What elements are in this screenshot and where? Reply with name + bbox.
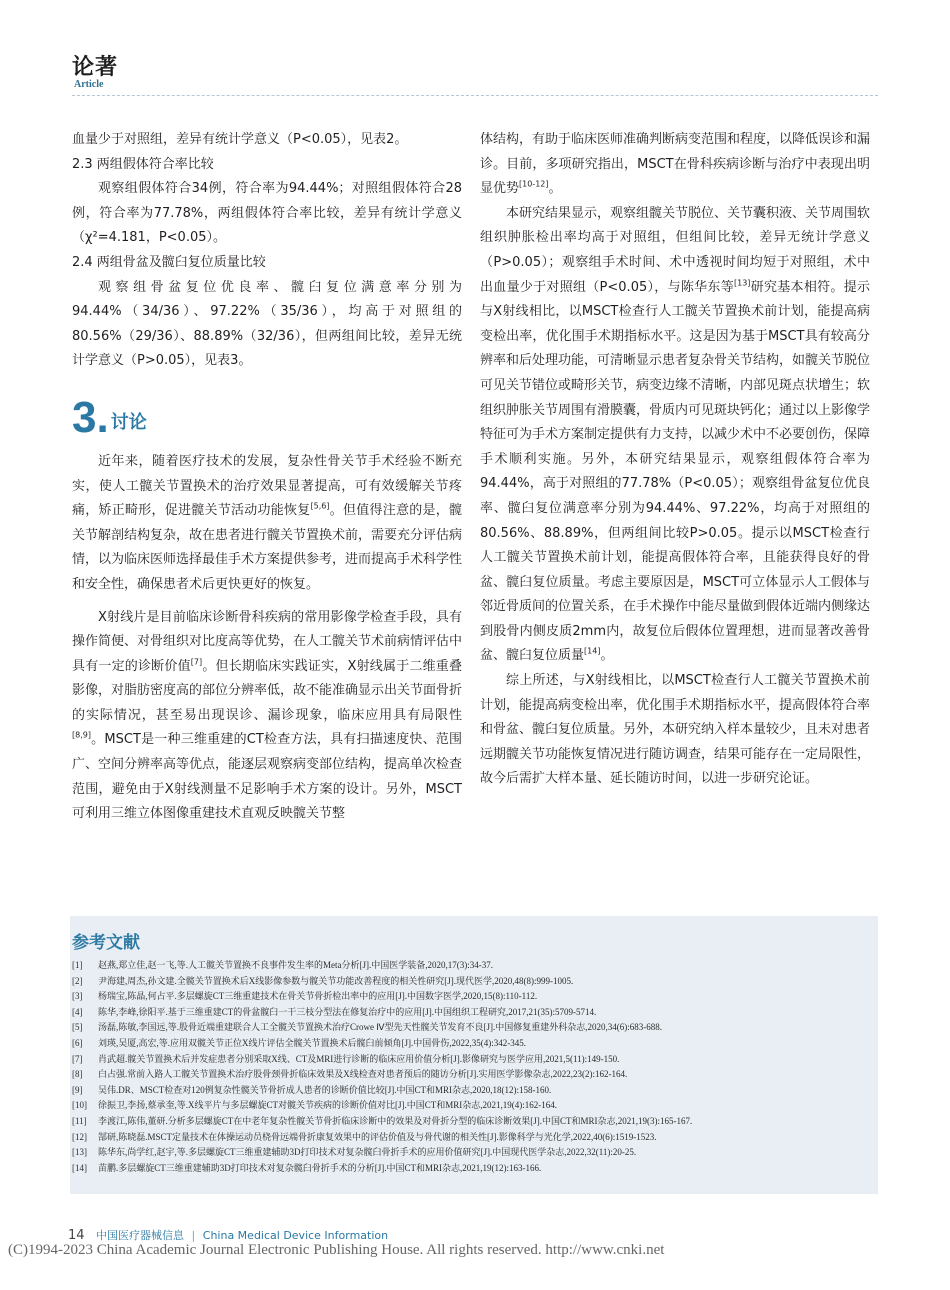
header-divider (72, 95, 878, 96)
footer-separator: | (191, 1229, 196, 1242)
references-title: 参考文献 (72, 933, 140, 953)
reference-number: [4] (72, 1006, 83, 1017)
reference-text: 李渡江,陈伟,董研.分析多层螺旋CT在中老年复杂性髋关节骨折临床诊断中的效果及对骨折分型的临床诊断效果[J].中国CT和MRI杂志,2021,19(3):165-167. (98, 1115, 693, 1126)
reference-number: [13] (72, 1147, 87, 1158)
journal-name-en: China Medical Device Information (202, 1229, 389, 1242)
reference-item (72, 989, 872, 1005)
paragraph: 本研究结果显示，观察组髋关节脱位、关节囊积液、关节周围软组织肿胀检出率均高于对照组，但组间比较，差异无统计学意义（P>0.05）；观察组手术时间、术中透视时间均短于对照组，术中出血量少于对照组（P<0.05），与陈华东等[13]研究基本相符。提示与X射线相比，以MSCT检查行人工髋关节置换术前计划，能提高病变检出率，优化围手术期指标水平。这是因为基于MSCT具有较高分辨率和后处理功能，可清晰显示患者复杂骨关节结构，如髋关节脱位可见关节错位或畸形关节，病变边缘不清晰，内部见斑点状增生；软组织肿胀关节周围有滑膜囊，骨质内可见斑块钙化；通过以上影像学特征可为手术方案制定提供有力支持，以减少术中不必要创伤，保障手术顺利实施。另外，本研究结果显示，观察组假体符合率为94.44%，高于对照组的77.78%（P<0.05）；观察组骨盆复位优良率、髋臼复位满意率分别为94.44%、97.22%，均高于对照组的80.56%、88.89%，但两组间比较P>0.05。提示以MSCT检查行人工髋关节置换术前计划，能提高假体符合率，且能获得良好的骨盆、髋臼复位质量。考虑主要原因是，MSCT可立体显示人工假体与邻近骨质间的位置关系，在手术操作中能尽量做到假体近端内侧缘达到股骨内侧皮质2mm内，故复位后假体位置理想，进而显著改善骨盆、髋臼复位质量[14]。 (480, 205, 871, 664)
copyright-notice: (C)1994-2023 China Academic Journal Electronic Publishing House. All rights reserved. http://www.cnki.net (8, 1242, 665, 1258)
reference-item (72, 1052, 872, 1068)
reference-item (72, 1083, 872, 1099)
reference-item (72, 1098, 872, 1114)
page-footer (68, 1227, 388, 1243)
reference-number: [12] (72, 1131, 87, 1142)
reference-item (72, 1036, 872, 1052)
right-column (480, 128, 870, 792)
reference-text: 陈华东,尚学红,赵宇,等.多层螺旋CT三维重建辅助3D打印技术对复杂髋臼骨折手术的应用价值研究[J].中国现代医学杂志,2022,32(11):20-25. (98, 1147, 637, 1158)
paragraph: 观察组假体符合34例，符合率为94.44%；对照组假体符合28例，符合率为77.78%，两组假体符合率比较，差异有统计学意义（χ²=4.181，P<0.05）。 (72, 181, 462, 246)
reference-number: [6] (72, 1037, 83, 1048)
reference-item (72, 1145, 872, 1161)
reference-item (72, 1114, 872, 1130)
citation[interactable]: [5,6] (310, 501, 330, 511)
reference-item (72, 1130, 872, 1146)
reference-text: 刘瑛,吴厦,高宏,等.应用双髋关节正位X线片评估全髋关节置换术后髋臼前倾角[J].中国骨伤,2022,35(4):342-345. (98, 1037, 526, 1048)
reference-item (72, 1020, 872, 1036)
reference-item (72, 1005, 872, 1021)
subsection-heading: 2.4 两组骨盆及髋臼复位质量比较 (72, 254, 266, 270)
section-sublabel: Article (74, 79, 104, 90)
reference-text: 白占强.常前入路人工髋关节置换术治疗股骨颈骨折临床效果及X线检查对患者预后的随访分析[J].实用医学影像杂志,2022,23(2):162-164. (98, 1069, 628, 1080)
reference-number: [9] (72, 1084, 83, 1095)
paragraph: X射线片是目前临床诊断骨科疾病的常用影像学检查手段，具有操作简便、对骨组织对比度高等优势，在人工髋关节术前病情评估中具有一定的诊断价值[7]。但长期临床实践证实，X射线属于二维重叠影像，对脂肪密度高的部位分辨率低，故不能准确显示出关节面骨折的实际情况，甚至易出现误诊、漏诊现象，临床应用具有局限性[8,9]。MSCT是一种三维重建的CT检查方法，具有扫描速度快、范围广、空间分辨率高等优点，能逐层观察病变部位结构，提高单次检查范围，避免由于X射线测量不足影响手术方案的设计。另外，MSCT可利用三维立体图像重建技术直观反映髋关节整 (72, 609, 463, 822)
citation[interactable]: [8,9] (72, 731, 91, 741)
reference-item (72, 1161, 872, 1177)
left-column (72, 128, 462, 827)
reference-text: 尹海建,周杰,孙文建.全髋关节置换术后X线影像参数与髋关节功能改善程度的相关性研究[J].现代医学,2020,48(8):999-1005. (98, 975, 574, 986)
reference-item (72, 1067, 872, 1083)
citation[interactable]: [14] (584, 647, 601, 657)
citation[interactable]: [10-12] (519, 179, 549, 189)
reference-text: 徐振卫,李扬,蔡承奎,等.X线平片与多层螺旋CT对髋关节疾病的诊断价值对比[J].中国CT和MRI杂志,2021,19(4):162-164. (98, 1100, 557, 1111)
reference-number: [14] (72, 1162, 87, 1173)
journal-name-cn: 中国医疗器械信息 (96, 1229, 185, 1242)
citation[interactable]: [7] (190, 657, 203, 667)
reference-text: 吴伟.DR、MSCT检查对120例复杂性髋关节骨折成人患者的诊断价值比较[J].中国CT和MRI杂志,2020,18(12):158-160. (98, 1084, 552, 1095)
reference-text: 赵燕,郑立佳,赵一飞,等.人工髋关节置换不良事件发生率的Meta分析[J].中国医学装备,2020,17(3):34-37. (98, 960, 493, 970)
reference-number: [5] (72, 1022, 83, 1033)
section-label: 论著 (72, 55, 119, 80)
reference-item (72, 974, 872, 990)
reference-text: 肖武超.髋关节置换术后并发症患者分别采取X线、CT及MRI进行诊断的临床应用价值分析[J].影像研究与医学应用,2021,5(11):149-150. (98, 1053, 620, 1064)
reference-number: [1] (72, 960, 83, 970)
discussion-heading (72, 392, 462, 442)
reference-text: 郜研,陈晓磊.MSCT定量技术在体操运动员桡骨远端骨折康复效果中的评估价值及与骨代谢的相关性[J].影像科学与光化学,2022,40(6):1519-1523. (98, 1131, 657, 1142)
page-number: 14 (68, 1228, 85, 1243)
subsection-heading: 2.3 两组假体符合率比较 (72, 156, 214, 172)
paragraph: 综上所述，与X射线相比，以MSCT检查行人工髋关节置换术前计划，能提高病变检出率，优化围手术期指标水平，提高假体符合率和骨盆、髋臼复位质量。另外，本研究纳入样本量较少，且未对患者远期髋关节功能恢复情况进行随访调查，结果可能存在一定局限性，故今后需扩大样本量、延长随访时间，以进一步研究论证。 (480, 673, 871, 787)
section-number: 3. (72, 392, 109, 442)
reference-text: 汤磊,陈敏,李国远,等.股骨近端重建联合人工全髋关节置换术治疗Crowe Ⅳ型先天性髋关节发育不良[J].中国修复重建外科杂志,2020,34(6):683-688. (98, 1022, 663, 1033)
section-title: 讨论 (110, 412, 147, 434)
paragraph: 血量少于对照组，差异有统计学意义（P<0.05），见表2。 (72, 132, 408, 147)
reference-text: 杨瑞宝,陈晶,何占平.多层螺旋CT三维重建技术在骨关节骨折检出率中的应用[J].中国数字医学,2020,15(8):110-112. (98, 991, 538, 1002)
reference-number: [3] (72, 991, 83, 1002)
reference-item (72, 958, 872, 974)
reference-text: 苗鹏.多层螺旋CT三维重建辅助3D打印技术对复杂髋臼骨折手术的分析[J].中国CT和MRI杂志,2021,19(12):163-166. (98, 1162, 542, 1173)
reference-number: [10] (72, 1100, 87, 1111)
reference-number: [8] (72, 1069, 83, 1080)
paragraph: 体结构，有助于临床医师准确判断病变范围和程度，以降低误诊和漏诊。目前，多项研究指出，MSCT在骨科疾病诊断与治疗中表现出明显优势[10-12]。 (480, 132, 871, 197)
paragraph: 近年来，随着医疗技术的发展，复杂性骨关节手术经验不断充实，使人工髋关节置换术的治疗效果显著提高，可有效缓解关节疼痛，矫正畸形，促进髋关节活动功能恢复[5,6]。但值得注意的是，髋关节解剖结构复杂，故在患者进行髋关节置换术前，需要充分评估病情，以为临床医师选择最佳手术方案提供参考，进而提高手术科学性和安全性，确保患者术后更快更好的恢复。 (72, 453, 463, 592)
citation[interactable]: [13] (734, 278, 751, 288)
reference-number: [7] (72, 1053, 83, 1064)
reference-text: 陈华,李峰,徐阳平.基于三维重建CT的骨盆髋臼一干三枝分型法在修复治疗中的应用[J].中国组织工程研究,2017,21(35):5709-5714. (98, 1006, 597, 1017)
references-list (72, 958, 872, 1176)
paragraph: 观察组骨盆复位优良率、髋臼复位满意率分别为94.44%（34/36）、97.22%（35/36），均高于对照组的80.56%（29/36）、88.89%（32/36），但两组间比较，差异无统计学意义（P>0.05），见表3。 (72, 279, 462, 369)
reference-number: [11] (72, 1115, 87, 1126)
reference-number: [2] (72, 975, 83, 986)
